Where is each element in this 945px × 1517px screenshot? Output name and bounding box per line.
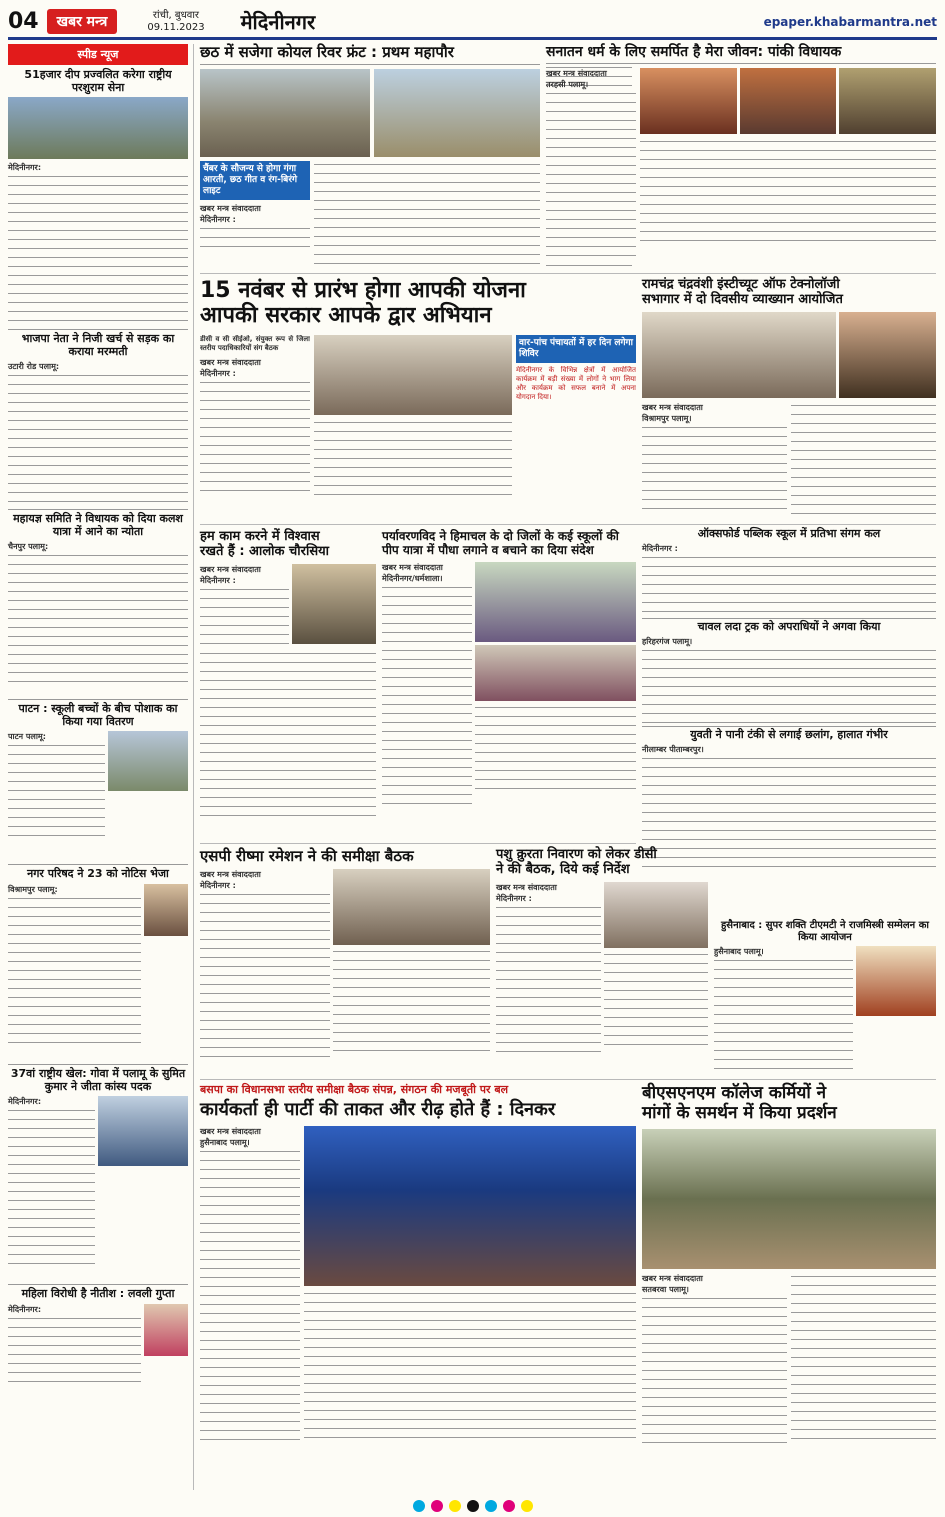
story-body [714, 957, 853, 1077]
meeting-photo [333, 869, 490, 945]
news-lead: मेदिनीनगर: [8, 163, 42, 173]
side-box-title: वार-पांच पंचायतों में हर दिन लगेगा शिविर [516, 335, 636, 363]
registration-dot [503, 1500, 515, 1512]
story-institute[interactable] [642, 278, 936, 522]
story-lead: तरहसी पलामू। [546, 80, 589, 90]
story-lead: मेदिनीनगर : [200, 881, 236, 891]
story-himachal[interactable] [382, 530, 636, 840]
story-byline: खबर मन्त्र संवाददाता [200, 870, 261, 880]
story-pashu-kurta[interactable] [496, 848, 708, 1076]
story-lead: विश्रामपुर पलामू। [642, 413, 692, 423]
event-photo [839, 68, 936, 134]
photo-caption: चैंबर के सौजन्य से होगा गंगा आरती, छठ गीत व रंग-बिरंगे लाइट [200, 161, 310, 200]
divider [200, 1079, 936, 1080]
news-lead: पाटन पलामू: [8, 732, 46, 742]
story-byline: खबर मन्त्र संवाददाता [496, 882, 557, 892]
news-lead: मेदिनीनगर : [642, 543, 678, 553]
news-title: युवती ने पानी टंकी से लगाई छलांग, हालात गंभीर [690, 728, 888, 741]
lecture-photo [642, 312, 836, 398]
news-body [642, 647, 936, 725]
news-item[interactable] [8, 699, 188, 864]
story-body [333, 948, 490, 1058]
city-title: मेदिनीनगर [240, 10, 316, 34]
story-title: आपकी सरकार आपके द्वार अभियान [200, 303, 492, 329]
news-body [8, 372, 188, 502]
story-bsp[interactable] [200, 1084, 636, 1490]
registration-dot [413, 1500, 425, 1512]
story-title: रखते हैं : आलोक चौरसिया [200, 543, 330, 559]
news-body [8, 1315, 141, 1385]
event-photo [856, 946, 936, 1016]
story-lead: मेदिनीनगर : [200, 368, 236, 378]
story-body [546, 90, 636, 260]
person-photo [144, 884, 188, 936]
news-lead: मेदिनीनगर: [8, 1304, 42, 1314]
story-sp-review[interactable] [200, 848, 490, 1076]
date-label: 09.11.2023 [147, 21, 205, 33]
story-body [200, 891, 330, 1061]
story-title: हुसैनाबाद : सुपर शक्ति टीएमटी ने राजमिस्त्री सम्मेलन का किया आयोजन [721, 920, 929, 943]
registration-dot [467, 1500, 479, 1512]
story-body [200, 379, 310, 495]
story-title: सनातन धर्म के लिए समर्पित है मेरा जीवन: पांकी विधायक [546, 44, 936, 64]
story-title: सभागार में दो दिवसीय व्याख्यान आयोजित [642, 291, 843, 307]
story-body [200, 586, 289, 646]
news-lead: विश्रामपुर पलामू: [8, 884, 58, 894]
story-hussainabad-tmt[interactable] [714, 920, 936, 1076]
story-lead: मेदिनीनगर : [200, 215, 236, 225]
story-title: पर्यावरणविद ने हिमाचल के दो जिलों के कई स्कूलों की पीप यात्रा में पौधा लगाने व बचाने का दिया संदेश [382, 529, 619, 557]
news-item[interactable] [8, 509, 188, 699]
news-title: महिला विरोधी है नीतीश : लवली गुप्ता [21, 1287, 175, 1300]
protest-photo [642, 1129, 936, 1269]
story-koel-river-front[interactable] [200, 44, 540, 270]
newspaper-logo: खबर मन्त्र [47, 9, 118, 34]
speaker-photo [839, 312, 936, 398]
event-photo [640, 68, 737, 134]
story-byline: खबर मन्त्र संवाददाता [642, 402, 703, 412]
registration-dot [521, 1500, 533, 1512]
news-body [8, 552, 188, 687]
site-photo [374, 69, 540, 157]
story-title: हम काम करने में विश्वास [200, 529, 320, 544]
story-title: एसपी रीष्मा रमेशन ने की समीक्षा बैठक [200, 847, 414, 865]
masthead [8, 6, 937, 40]
news-body [642, 554, 936, 616]
news-lead: उटारी रोड पलामू: [8, 362, 60, 372]
story-aalok-chaurasiya[interactable] [200, 530, 376, 840]
place-label: रांची, बुधवार [152, 9, 199, 21]
news-title: नगर परिषद ने 23 को नोटिस भेजा [27, 867, 169, 880]
inauguration-photo [292, 564, 376, 644]
story-body [200, 225, 310, 255]
news-photo [108, 731, 188, 791]
story-title: बीएसएनएम कॉलेज कर्मियों ने [642, 1083, 827, 1103]
story-body [642, 424, 787, 512]
news-title: महायज्ञ समिति ने विधायक को दिया कलश यात्रा में आने का न्योता [13, 512, 183, 538]
story-body [314, 419, 512, 499]
news-item[interactable] [642, 618, 936, 726]
story-kicker: बसपा का विधानसभा स्तरीय समीक्षा बैठक संपन्न, संगठन की मजबूती पर बल [200, 1083, 509, 1096]
registration-dot [431, 1500, 443, 1512]
story-title: 15 नवंबर से प्रारंभ होगा आपकी योजना [200, 278, 526, 303]
story-body [304, 1290, 636, 1440]
news-lead: हरिहरगंज पलामू। [642, 636, 693, 646]
story-lead: मेदिनीनगर : [496, 893, 532, 903]
print-registration-marks [0, 1495, 945, 1517]
section-header: स्पीड न्यूज [8, 44, 188, 65]
story-byline: खबर मन्त्र संवाददाता [546, 69, 607, 79]
story-body [382, 584, 472, 804]
students-photo [475, 645, 636, 701]
event-photo [740, 68, 837, 134]
news-item[interactable] [8, 864, 188, 1064]
story-body [791, 1273, 936, 1447]
news-photo [98, 1096, 188, 1166]
speed-news-column [8, 44, 194, 1490]
divider [200, 843, 636, 844]
story-title: ने की बैठक, दिये कई निर्देश [496, 861, 630, 877]
news-title: 37वां राष्ट्रीय खेल: गोवा में पलामू के सुमित कुमार ने जीता कांस्य पदक [10, 1067, 186, 1093]
story-byline: खबर मन्त्र संवाददाता [200, 564, 261, 574]
story-byline: खबर मन्त्र संवाददाता [200, 1127, 261, 1137]
registration-dot [485, 1500, 497, 1512]
divider [200, 524, 936, 525]
news-item[interactable] [642, 528, 936, 618]
news-lead: चैनपुर पलामू: [8, 542, 49, 552]
story-title: मांगों के समर्थन में किया प्रदर्शन [642, 1102, 837, 1123]
news-body [8, 173, 188, 323]
person-photo [144, 1304, 188, 1356]
news-lead: नीलाम्बर पीताम्बरपुर। [642, 744, 704, 754]
story-byline: खबर मन्त्र संवाददाता [382, 562, 443, 572]
story-byline: खबर मन्त्र संवाददाता [200, 357, 261, 367]
news-title: भाजपा नेता ने निजी खर्च से सड़क का कराया मरम्मती [21, 332, 175, 358]
side-box-body: मेदिनीनगर के विभिन्न क्षेत्रों में आयोजित कार्यक्रम में बड़ी संख्या में लोगों ने भाग लिया और कार्यक्रम को सफल बनाने में अपना योगदान दिया। [516, 365, 636, 401]
story-body [791, 402, 936, 514]
divider [200, 273, 936, 274]
news-item[interactable] [8, 1064, 188, 1284]
story-title: छठ में सजेगा कोयल रिवर फ्रंट : प्रथम महापौर [200, 44, 540, 65]
meeting-photo [604, 882, 709, 948]
story-aapki-yojana[interactable] [200, 278, 636, 522]
news-body [8, 895, 141, 1045]
story-lead: सतबरवा पलामू। [642, 1285, 689, 1295]
news-title: पाटन : स्कूली बच्चों के बीच पोशाक का किया गया वितरण [18, 702, 178, 728]
news-body [8, 1107, 95, 1267]
story-body [200, 1148, 300, 1448]
news-item[interactable] [8, 69, 188, 329]
story-lead: मेदिनीनगर : [200, 575, 236, 585]
date-line [147, 10, 204, 34]
news-photo [8, 97, 188, 159]
epaper-url[interactable]: epaper.khabarmantra.net [763, 14, 937, 29]
story-title: रामचंद्र चंद्रवंशी इंस्टीच्यूट ऑफ टेक्नोलॉजी [642, 277, 840, 292]
story-sanatan-dharma[interactable] [546, 44, 936, 270]
river-photo [200, 69, 370, 157]
story-body [496, 904, 601, 1054]
story-body [640, 138, 936, 248]
story-lead: हुसैनाबाद पलामू। [200, 1138, 250, 1148]
registration-dot [449, 1500, 461, 1512]
news-lead: मेदिनीनगर: [8, 1097, 42, 1107]
students-photo [475, 562, 636, 642]
story-lead: मेदिनीनगर/धर्मशाला। [382, 573, 443, 583]
story-lead: हुसैनाबाद पलामू। [714, 947, 764, 956]
news-title: ऑक्सफोर्ड पब्लिक स्कूल में प्रतिभा संगम कल [697, 527, 881, 540]
news-item[interactable] [8, 329, 188, 509]
story-title: पशु क्रुरता निवारण को लेकर डीसी [496, 847, 657, 862]
story-body [642, 1295, 787, 1445]
rally-photo [304, 1126, 636, 1286]
story-byline: खबर मन्त्र संवाददाता [200, 204, 261, 214]
photo-caption: डीसी व सी सीईओ, संयुक्त रूप से जिला स्तरीय पदाधिकारियों संग बैठक [200, 334, 310, 352]
story-body [200, 650, 376, 820]
story-body [314, 161, 540, 269]
story-body [475, 704, 636, 794]
story-bsnm-college[interactable] [642, 1084, 936, 1490]
meeting-photo [314, 335, 512, 415]
news-body [8, 742, 105, 842]
story-body [604, 951, 709, 1051]
news-title: 51हजार दीप प्रज्वलित करेगा राष्ट्रीय परशुराम सेना [24, 68, 172, 94]
news-item[interactable] [8, 1284, 188, 1394]
story-byline: खबर मन्त्र संवाददाता [642, 1274, 703, 1284]
page-number: 04 [8, 9, 39, 34]
news-title: चावल लदा ट्रक को अपराधियों ने अगवा किया [697, 620, 881, 633]
story-title: कार्यकर्ता ही पार्टी की ताकत और रीढ़ होते हैं : दिनकर [200, 1098, 556, 1120]
